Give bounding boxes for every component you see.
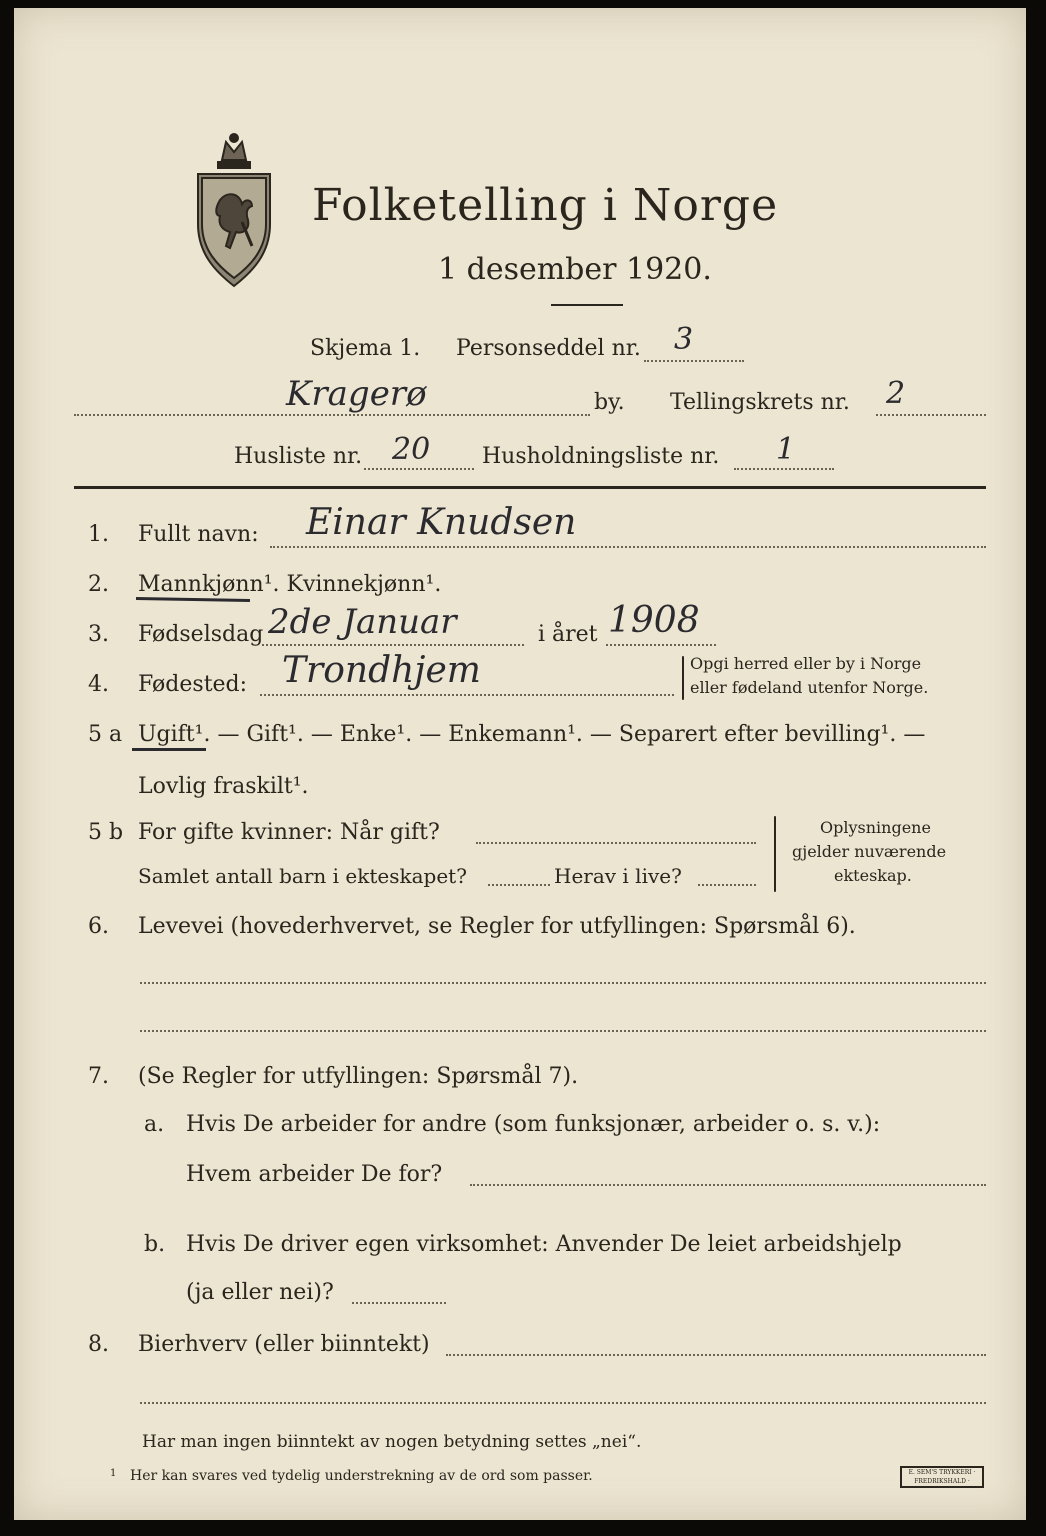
birth-year-value: 1908 — [608, 600, 700, 641]
header-separator — [74, 486, 986, 489]
husliste-field[interactable] — [364, 468, 474, 470]
birthplace-value: Trondhjem — [282, 650, 481, 691]
full-name-value: Einar Knudsen — [306, 502, 577, 543]
tellingskrets-value: 2 — [886, 376, 906, 411]
q3-label: Fødselsdag — [138, 622, 264, 647]
birthplace-note-line2: eller fødeland utenfor Norge. — [690, 678, 929, 697]
marriage-note-brace — [774, 816, 776, 892]
q7-label: (Se Regler for utfyllingen: Spørsmål 7). — [138, 1064, 579, 1089]
q5a-number: 5 a — [88, 722, 123, 747]
q6-number: 6. — [88, 914, 109, 939]
personseddel-value: 3 — [674, 322, 694, 357]
q1-label: Fullt navn: — [138, 522, 259, 547]
marriage-note-line2: gjelder nuværende — [792, 842, 947, 861]
husliste-label: Husliste nr. — [234, 444, 363, 469]
occupation-field-1[interactable] — [140, 982, 986, 984]
q2-label: Mannkjønn¹. Kvinnekjønn¹. — [138, 572, 442, 597]
q7a-employer-label: Hvem arbeider De for? — [186, 1162, 443, 1187]
title-divider — [551, 304, 623, 306]
q5a-options-cont: Lovlig fraskilt¹. — [138, 774, 309, 799]
q5a-options: Ugift¹. — Gift¹. — Enke¹. — Enkemann¹. — Separert efter bevilling¹. — — [138, 722, 926, 747]
children-alive-field[interactable] — [698, 884, 756, 886]
side-income-field[interactable] — [446, 1354, 986, 1356]
q5b-married-label: For gifte kvinner: Når gift? — [138, 820, 440, 845]
q4-label: Fødested: — [138, 672, 248, 697]
income-note: Har man ingen biinntekt av nogen betydning settes „nei“. — [142, 1432, 642, 1452]
married-date-field[interactable] — [476, 842, 756, 844]
skjema-label: Skjema 1. — [310, 336, 421, 361]
q7b-answer-label: (ja eller nei)? — [186, 1280, 334, 1305]
footnote-mark: 1 — [110, 1468, 117, 1479]
q1-number: 1. — [88, 522, 109, 547]
birthday-field[interactable] — [262, 644, 524, 646]
year-label: i året — [538, 622, 598, 647]
q6-label: Levevei (hovederhvervet, se Regler for utfyllingen: Spørsmål 6). — [138, 914, 856, 939]
employer-field[interactable] — [470, 1184, 986, 1186]
by-label: by. — [594, 390, 625, 415]
husholdningsliste-value: 1 — [776, 432, 796, 467]
q2-number: 2. — [88, 572, 109, 597]
full-name-field[interactable] — [270, 546, 986, 548]
q7b-question: Hvis De driver egen virksomhet: Anvender De leiet arbeidshjelp — [186, 1232, 902, 1257]
husholdningsliste-field[interactable] — [734, 468, 834, 470]
q5b-children-label: Samlet antall barn i ekteskapet? — [138, 864, 467, 888]
birthplace-field[interactable] — [260, 694, 674, 696]
q7a-letter: a. — [144, 1112, 165, 1137]
hired-help-field[interactable] — [352, 1302, 446, 1304]
printer-stamp — [900, 1466, 984, 1488]
printer-name: E. SEM'S TRYKKERI · FREDRIKSHALD · — [908, 1469, 976, 1485]
place-field[interactable] — [74, 414, 590, 416]
side-income-field-2[interactable] — [140, 1402, 986, 1404]
marriage-note-line1: Oplysningene — [820, 818, 931, 837]
q8-number: 8. — [88, 1332, 109, 1357]
gender-underline-mark — [136, 597, 250, 602]
husliste-value: 20 — [392, 432, 431, 467]
q8-label: Bierhverv (eller biinntekt) — [138, 1332, 430, 1357]
birth-year-field[interactable] — [606, 644, 716, 646]
birthplace-note-line1: Opgi herred eller by i Norge — [690, 654, 922, 673]
occupation-field-2[interactable] — [140, 1030, 986, 1032]
birthplace-note-brace — [682, 656, 684, 700]
form-title: Folketelling i Norge — [312, 180, 779, 231]
q7b-letter: b. — [144, 1232, 166, 1257]
husholdningsliste-label: Husholdningsliste nr. — [482, 444, 720, 469]
place-value: Kragerø — [286, 374, 427, 414]
q3-number: 3. — [88, 622, 109, 647]
personseddel-field[interactable] — [644, 360, 744, 362]
marriage-note-line3: ekteskap. — [834, 866, 912, 885]
birthday-value: 2de Januar — [268, 602, 457, 642]
q7-number: 7. — [88, 1064, 109, 1089]
q4-number: 4. — [88, 672, 109, 697]
q5b-alive-label: Herav i live? — [554, 864, 682, 888]
coat-of-arms-emblem — [192, 130, 276, 290]
personseddel-label: Personseddel nr. — [456, 336, 641, 361]
tellingskrets-label: Tellingskrets nr. — [670, 390, 850, 415]
q7a-question: Hvis De arbeider for andre (som funksjonær, arbeider o. s. v.): — [186, 1112, 881, 1137]
tellingskrets-field[interactable] — [876, 414, 986, 416]
marital-underline-mark — [132, 748, 206, 751]
census-form-page — [14, 8, 1026, 1520]
footnote-text: Her kan svares ved tydelig understrekning av de ord som passer. — [130, 1468, 593, 1484]
children-count-field[interactable] — [488, 884, 550, 886]
census-date: 1 desember 1920. — [438, 252, 712, 287]
q5b-number: 5 b — [88, 820, 124, 845]
